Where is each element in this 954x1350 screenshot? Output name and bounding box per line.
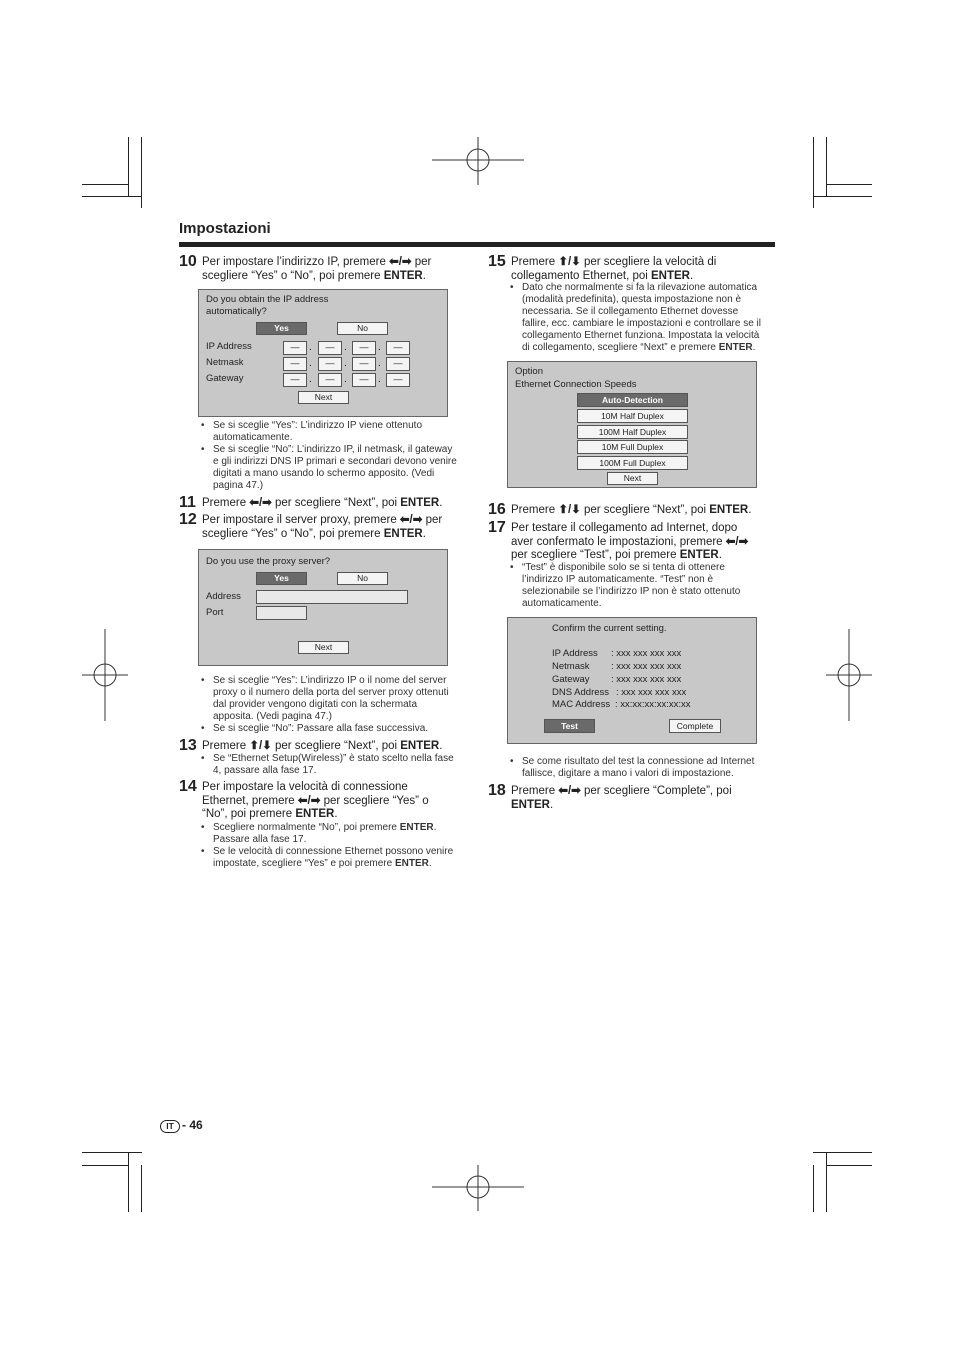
- note-item: • Se come risultato del test la connessione ad Internet fallisce, digitare a mano i valori di impostazione.: [510, 756, 775, 780]
- step-15-text: Premere ⬆/⬇ per scegliere la velocità di collegamento Ethernet, poi ENTER.: [511, 256, 717, 282]
- step-11-number: 11: [179, 494, 196, 511]
- gateway-label: Gateway: [206, 373, 244, 384]
- title-rule: [179, 242, 775, 247]
- step-17-notes-after: [510, 756, 775, 780]
- confirm-row-value: : xx:xx:xx:xx:xx:xx: [615, 699, 691, 710]
- registration-mark-bottom: [432, 1165, 524, 1211]
- confirm-row-label: IP Address: [552, 648, 598, 659]
- note-item: • Se si sceglie “No”: Passare alla fase successiva.: [201, 723, 471, 735]
- ip-settings-screen: Do you obtain the IP address automatically? Yes No IP Address Netmask Gateway — . — . — . — — . — . — . — — . — . — . — Next: [198, 289, 448, 417]
- confirm-row-value: : xxx xxx xxx xxx: [611, 648, 682, 659]
- note-item: • Dato che normalmente si fa la rilevazione automatica (modalità predefinita), questa impostazione non è necessaria. Se il collegamento Ethernet dovesse fallire, ecc. cambiare le impostazioni e controllare se il collegamento Ethernet funziona. Impostata la velocità di collegamento, scegliere “Next” e premere ENTER.: [510, 282, 775, 354]
- step-15-notes: [510, 282, 775, 354]
- step-18-text: Premere ⬅/➡ per scegliere “Complete”, poi ENTER.: [511, 785, 732, 811]
- speed-option-10m-full[interactable]: 10M Full Duplex: [577, 440, 688, 454]
- step-10-notes: [201, 420, 471, 492]
- note-item: • Se si sceglie “No”: L’indirizzo IP, il netmask, il gateway e gli indirizzi DNS IP primari e secondari devono venire digitati a mano usando lo schermo apposito. (Vedi pagina 47.): [201, 444, 471, 492]
- language-badge: IT: [160, 1120, 180, 1133]
- ip-octet-4[interactable]: —: [386, 341, 410, 355]
- step-17-number: 17: [488, 519, 506, 536]
- step-14-notes: [201, 822, 471, 870]
- note-item: • Scegliere normalmente “No”, poi premere ENTER. Passare alla fase 17.: [201, 822, 471, 846]
- confirm-row-label: DNS Address: [552, 687, 610, 698]
- confirm-title: Confirm the current setting.: [552, 623, 667, 634]
- step-16-text: Premere ⬆/⬇ per scegliere “Next”, poi ENTER.: [511, 504, 752, 516]
- step-14-text: Per impostare la velocità di connessione Ethernet, premere ⬅/➡ per scegliere “Yes” o “No”, poi premere ENTER.: [202, 781, 429, 820]
- ip-octet-2[interactable]: —: [318, 341, 342, 355]
- step-10-number: 10: [179, 253, 197, 270]
- gateway-octet-4[interactable]: —: [386, 373, 410, 387]
- confirm-row-label: MAC Address: [552, 699, 611, 710]
- ip-octet-3[interactable]: —: [352, 341, 376, 355]
- confirm-complete-button[interactable]: Complete: [669, 719, 721, 733]
- netmask-octet-2[interactable]: —: [318, 357, 342, 371]
- note-item: • “Test” è disponibile solo se si tenta di ottenere l’indirizzo IP automaticamente. “Test” non è selezionabile se l’indirizzo IP non è stato ottenuto automaticamente.: [510, 562, 775, 610]
- gateway-octet-3[interactable]: —: [352, 373, 376, 387]
- proxy-port-label: Port: [206, 607, 224, 618]
- proxy-next-button[interactable]: Next: [298, 641, 349, 654]
- ip-no-button[interactable]: No: [337, 322, 388, 335]
- speed-option-10m-half[interactable]: 10M Half Duplex: [577, 409, 688, 423]
- step-17-notes: [510, 562, 775, 610]
- speed-screen-title: Option: [515, 366, 543, 377]
- step-11-text: Premere ⬅/➡ per scegliere “Next”, poi ENTER.: [202, 497, 443, 509]
- registration-mark-top: [432, 137, 524, 185]
- netmask-octet-1[interactable]: —: [283, 357, 307, 371]
- page-number: - 46: [182, 1118, 203, 1132]
- step-15-number: 15: [488, 253, 506, 270]
- note-item: • Se si sceglie “Yes”: L’indirizzo IP viene ottenuto automaticamente.: [201, 420, 471, 444]
- step-12-text: Per impostare il server proxy, premere ⬅/➡ per scegliere “Yes” o “No”, poi premere ENTER.: [202, 514, 443, 540]
- ip-question-line1: Do you obtain the IP address: [206, 294, 329, 305]
- confirm-row-value: : xxx xxx xxx xxx: [616, 687, 687, 698]
- proxy-address-label: Address: [206, 591, 241, 602]
- confirm-row-label: Netmask: [552, 661, 590, 672]
- speed-option-100m-half[interactable]: 100M Half Duplex: [577, 425, 688, 439]
- confirm-test-button[interactable]: Test: [544, 719, 595, 733]
- proxy-settings-screen: [198, 549, 448, 666]
- gateway-octet-1[interactable]: —: [283, 373, 307, 387]
- note-item: • Se si sceglie “Yes”: L’indirizzo IP o il nome del server proxy o il numero della porta del server proxy ottenuti dal provider vengono digitati con la schermata apposita. (Vedi pagina 47.): [201, 675, 471, 723]
- step-13-text: Premere ⬆/⬇ per scegliere “Next”, poi ENTER.: [202, 740, 443, 752]
- ip-question-line2: automatically?: [206, 306, 267, 317]
- speed-next-button[interactable]: Next: [607, 472, 658, 485]
- section-title: Impostazioni: [179, 220, 271, 237]
- speed-option-100m-full[interactable]: 100M Full Duplex: [577, 456, 688, 470]
- step-16-number: 16: [488, 501, 506, 518]
- confirm-row-label: Gateway: [552, 674, 590, 685]
- step-10-text: Per impostare l’indirizzo IP, premere ⬅/➡ per scegliere “Yes” o “No”, poi premere ENTER.: [202, 256, 432, 282]
- netmask-label: Netmask: [206, 357, 244, 368]
- registration-mark-right: [826, 629, 872, 721]
- proxy-question: Do you use the proxy server?: [206, 556, 331, 567]
- step-17-text: Per testare il collegamento ad Internet, dopo aver confermato le impostazioni, premere ⬅/➡ per scegliere “Test”, poi premere ENTER.: [511, 522, 749, 561]
- step-18-number: 18: [488, 782, 506, 799]
- speed-screen-subtitle: Ethernet Connection Speeds: [515, 379, 637, 390]
- proxy-no-button[interactable]: No: [337, 572, 388, 585]
- confirm-settings-screen: [507, 617, 757, 744]
- netmask-octet-3[interactable]: —: [352, 357, 376, 371]
- step-14-number: 14: [179, 778, 197, 795]
- speed-option-auto[interactable]: Auto-Detection: [577, 393, 688, 407]
- ip-octet-1[interactable]: —: [283, 341, 307, 355]
- ethernet-speed-screen: [507, 361, 757, 488]
- proxy-yes-button[interactable]: Yes: [256, 572, 307, 585]
- proxy-address-input[interactable]: [256, 590, 408, 604]
- netmask-octet-4[interactable]: —: [386, 357, 410, 371]
- step-13-notes: [201, 753, 471, 777]
- step-12-notes: [201, 675, 471, 735]
- ip-address-label: IP Address: [206, 341, 252, 352]
- proxy-port-input[interactable]: [256, 606, 307, 620]
- gateway-octet-2[interactable]: —: [318, 373, 342, 387]
- confirm-row-value: : xxx xxx xxx xxx: [611, 661, 682, 672]
- note-item: • Se le velocità di connessione Ethernet possono venire impostate, scegliere “Yes” e poi premere ENTER.: [201, 846, 471, 870]
- step-12-number: 12: [179, 511, 197, 528]
- confirm-row-value: : xxx xxx xxx xxx: [611, 674, 682, 685]
- ip-next-button[interactable]: Next: [298, 391, 349, 404]
- note-item: • Se “Ethernet Setup(Wireless)” è stato scelto nella fase 4, passare alla fase 17.: [201, 753, 471, 777]
- step-13-number: 13: [179, 737, 197, 754]
- registration-mark-left: [82, 629, 128, 721]
- ip-yes-button[interactable]: Yes: [256, 322, 307, 335]
